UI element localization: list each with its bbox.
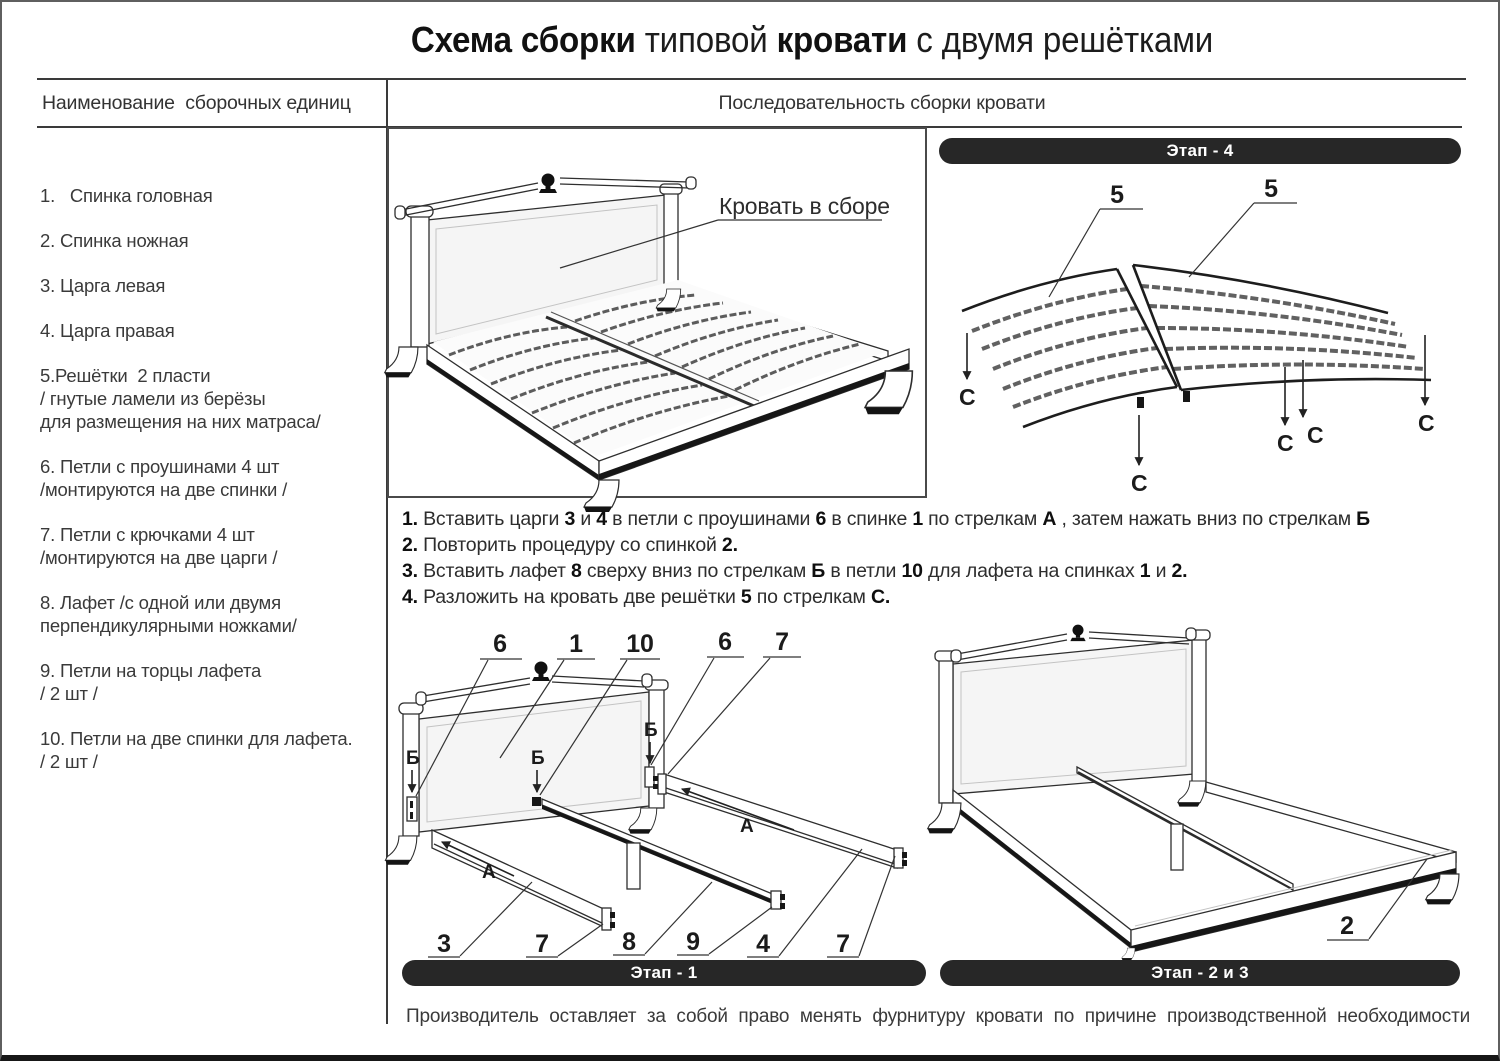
hook xyxy=(902,860,907,866)
ref-leader xyxy=(668,658,770,774)
part-ref: 10 xyxy=(626,630,654,658)
part-item: 10. Петли на две спинки для лафета. / 2 шт / xyxy=(40,728,353,772)
pediment-right-rail xyxy=(552,676,644,681)
ref-leader xyxy=(460,882,532,956)
hook xyxy=(653,784,658,789)
sheet-end-bracket xyxy=(1137,397,1144,408)
pediment-right-rail2 xyxy=(1089,638,1189,644)
pediment-left-rail xyxy=(401,183,538,210)
headboard-right-post xyxy=(664,190,678,289)
hook-bracket xyxy=(602,908,611,930)
pediment-right-cap xyxy=(686,177,696,189)
ref-leader xyxy=(1189,203,1254,277)
part-ref: 7 xyxy=(535,930,549,958)
assembled-bed-drawing xyxy=(388,128,926,497)
pediment-right-cap xyxy=(642,674,652,687)
left-post-foot xyxy=(928,803,961,833)
sheet-slat xyxy=(1165,348,1417,358)
eye-hinge-plate xyxy=(645,767,654,787)
pediment-left-cap xyxy=(416,692,426,705)
part-ref-2: 2 xyxy=(1340,912,1354,940)
part-item: 7. Петли с крючками 4 шт /монтируются на две царги / xyxy=(40,524,278,568)
stage1-banner: Этап - 1 xyxy=(402,960,926,986)
hook xyxy=(653,776,658,781)
arrow-c-label: С xyxy=(1131,470,1148,496)
arrow-a xyxy=(682,789,794,830)
ref-leader xyxy=(859,856,895,956)
stage23-drawing xyxy=(937,624,1462,960)
part-item: 4. Царга правая xyxy=(40,320,175,341)
left-post-foot xyxy=(385,836,417,865)
front-left-foot xyxy=(1122,948,1135,960)
hook xyxy=(780,903,785,909)
instruction-line: 3. Вставить лафет 8 сверху вниз по стрелкам Б в петли 10 для лафета на спинках 1 и 2. xyxy=(402,560,1188,582)
part-ref: 3 xyxy=(437,930,451,958)
eye-hinge-slot xyxy=(410,812,413,819)
ref-leader xyxy=(645,882,712,954)
ref-leader xyxy=(558,924,603,956)
assembled-bed-label: Кровать в сборе xyxy=(719,193,890,219)
arrow-c-label: С xyxy=(1418,410,1435,436)
hook xyxy=(780,894,785,900)
right-post-foot xyxy=(1178,781,1206,807)
part-item: 1. Спинка головная xyxy=(40,185,213,206)
instruction-line: 1. Вставить царги 3 и 4 в петли с проушинами 6 в спинке 1 по стрелкам А , затем нажать вниз по стрелкам Б xyxy=(402,508,1370,530)
headboard-right-post-cap xyxy=(660,184,682,194)
stage1-drawing xyxy=(392,624,932,960)
title-rule xyxy=(37,78,1466,80)
hook-bracket xyxy=(894,848,903,868)
lafet-hinge-hole xyxy=(532,797,541,806)
ref-leader xyxy=(1049,209,1100,297)
sequence-column-header: Последовательность сборки кровати xyxy=(718,92,1046,114)
lafet-leg xyxy=(627,843,640,889)
headboard-panel xyxy=(953,640,1194,794)
part-ref: 1 xyxy=(569,630,583,658)
manufacturer-note: Производитель оставляет за собой право менять фурнитуру кровати по причине производственной необходимости xyxy=(406,1006,1470,1027)
part-ref: 7 xyxy=(836,930,850,958)
hook xyxy=(610,922,615,928)
stage4-banner: Этап - 4 xyxy=(939,138,1461,164)
arrow-a-label: А xyxy=(740,816,754,837)
instruction-line: 4. Разложить на кровать две решётки 5 по стрелкам С. xyxy=(402,586,891,608)
pediment-left-rail xyxy=(957,634,1067,654)
arrow-c-label: С xyxy=(959,384,976,410)
part-ref: 8 xyxy=(622,928,636,956)
sheet-rail xyxy=(962,269,1117,311)
part-item: 3. Царга левая xyxy=(40,275,166,296)
instruction-line: 2. Повторить процедуру со спинкой 2. xyxy=(402,534,738,556)
arrow-b-label: Б xyxy=(531,748,545,769)
arrow-a-label: А xyxy=(482,862,496,883)
pediment-right-rail xyxy=(560,178,689,182)
finial-ornament xyxy=(539,174,557,194)
stage23-banner: Этап - 2 и 3 xyxy=(940,960,1460,986)
tsarga-left-edge xyxy=(434,844,604,924)
sheet-slat xyxy=(993,328,1147,369)
part-item: 5.Решётки 2 пласти / гнутые ламели из берёзы для размещения на них матраса/ xyxy=(40,365,321,432)
left-side-rail-stripe xyxy=(953,803,1131,948)
part-ref: 9 xyxy=(686,928,700,956)
part-item: 6. Петли с проушинами 4 шт /монтируются на две спинки / xyxy=(40,456,288,500)
part-ref: 4 xyxy=(756,930,770,958)
footboard-stripe xyxy=(1131,868,1456,952)
part-item: 2. Спинка ножная xyxy=(40,230,189,251)
arrow-a xyxy=(442,842,514,876)
headboard-left-post xyxy=(411,213,429,347)
hook-bracket xyxy=(658,774,666,794)
arrow-b-label: Б xyxy=(644,720,658,741)
tsarga-right xyxy=(664,774,897,868)
stage4-drawing xyxy=(937,165,1462,502)
parts-list xyxy=(40,184,380,795)
pediment-right-rail2 xyxy=(552,682,644,687)
hook xyxy=(902,852,907,858)
pediment-left-cap xyxy=(951,650,961,662)
headboard-left-foot xyxy=(385,347,418,377)
pediment-right-rail xyxy=(1089,632,1189,638)
sheet-slat xyxy=(982,308,1137,349)
tsarga-right-edge xyxy=(666,788,895,864)
hook-bracket xyxy=(771,891,781,909)
finial-ornament xyxy=(532,662,550,682)
part-item: 8. Лафет /с одной или двумя перпендикулярными ножками/ xyxy=(40,592,297,636)
sheet-end-bracket xyxy=(1183,391,1190,402)
part-ref: 6 xyxy=(493,630,507,658)
left-post xyxy=(939,657,953,803)
pediment-left-cap xyxy=(395,206,405,219)
arrow-c-label: С xyxy=(1277,430,1294,456)
part-ref-5: 5 xyxy=(1110,181,1124,209)
instructions xyxy=(402,506,1464,610)
hook xyxy=(610,912,615,918)
lafet-leg xyxy=(1171,824,1183,870)
sheet-slat xyxy=(1173,365,1424,370)
part-ref: 7 xyxy=(775,628,789,656)
arrow-c-label: С xyxy=(1307,422,1324,448)
part-item: 9. Петли на торцы лафета / 2 шт / xyxy=(40,660,262,704)
right-post-foot xyxy=(629,808,657,834)
pediment-right-cap xyxy=(1186,628,1196,640)
part-ref: 6 xyxy=(718,628,732,656)
eye-hinge-slot xyxy=(410,801,413,808)
arrow-b-label: Б xyxy=(406,748,420,769)
parts-column-header: Наименование сборочных единиц xyxy=(42,92,351,114)
sheet-rail xyxy=(1181,379,1431,390)
finial-ornament xyxy=(1070,625,1085,642)
right-side-rail xyxy=(1206,782,1456,862)
part-ref-5: 5 xyxy=(1264,175,1278,203)
lafet-beam-stripe xyxy=(1078,772,1292,889)
sheet-slat xyxy=(1149,306,1402,335)
right-post xyxy=(1192,636,1206,784)
page-title: Схема сборки типовой кровати с двумя решётками xyxy=(410,19,1214,60)
